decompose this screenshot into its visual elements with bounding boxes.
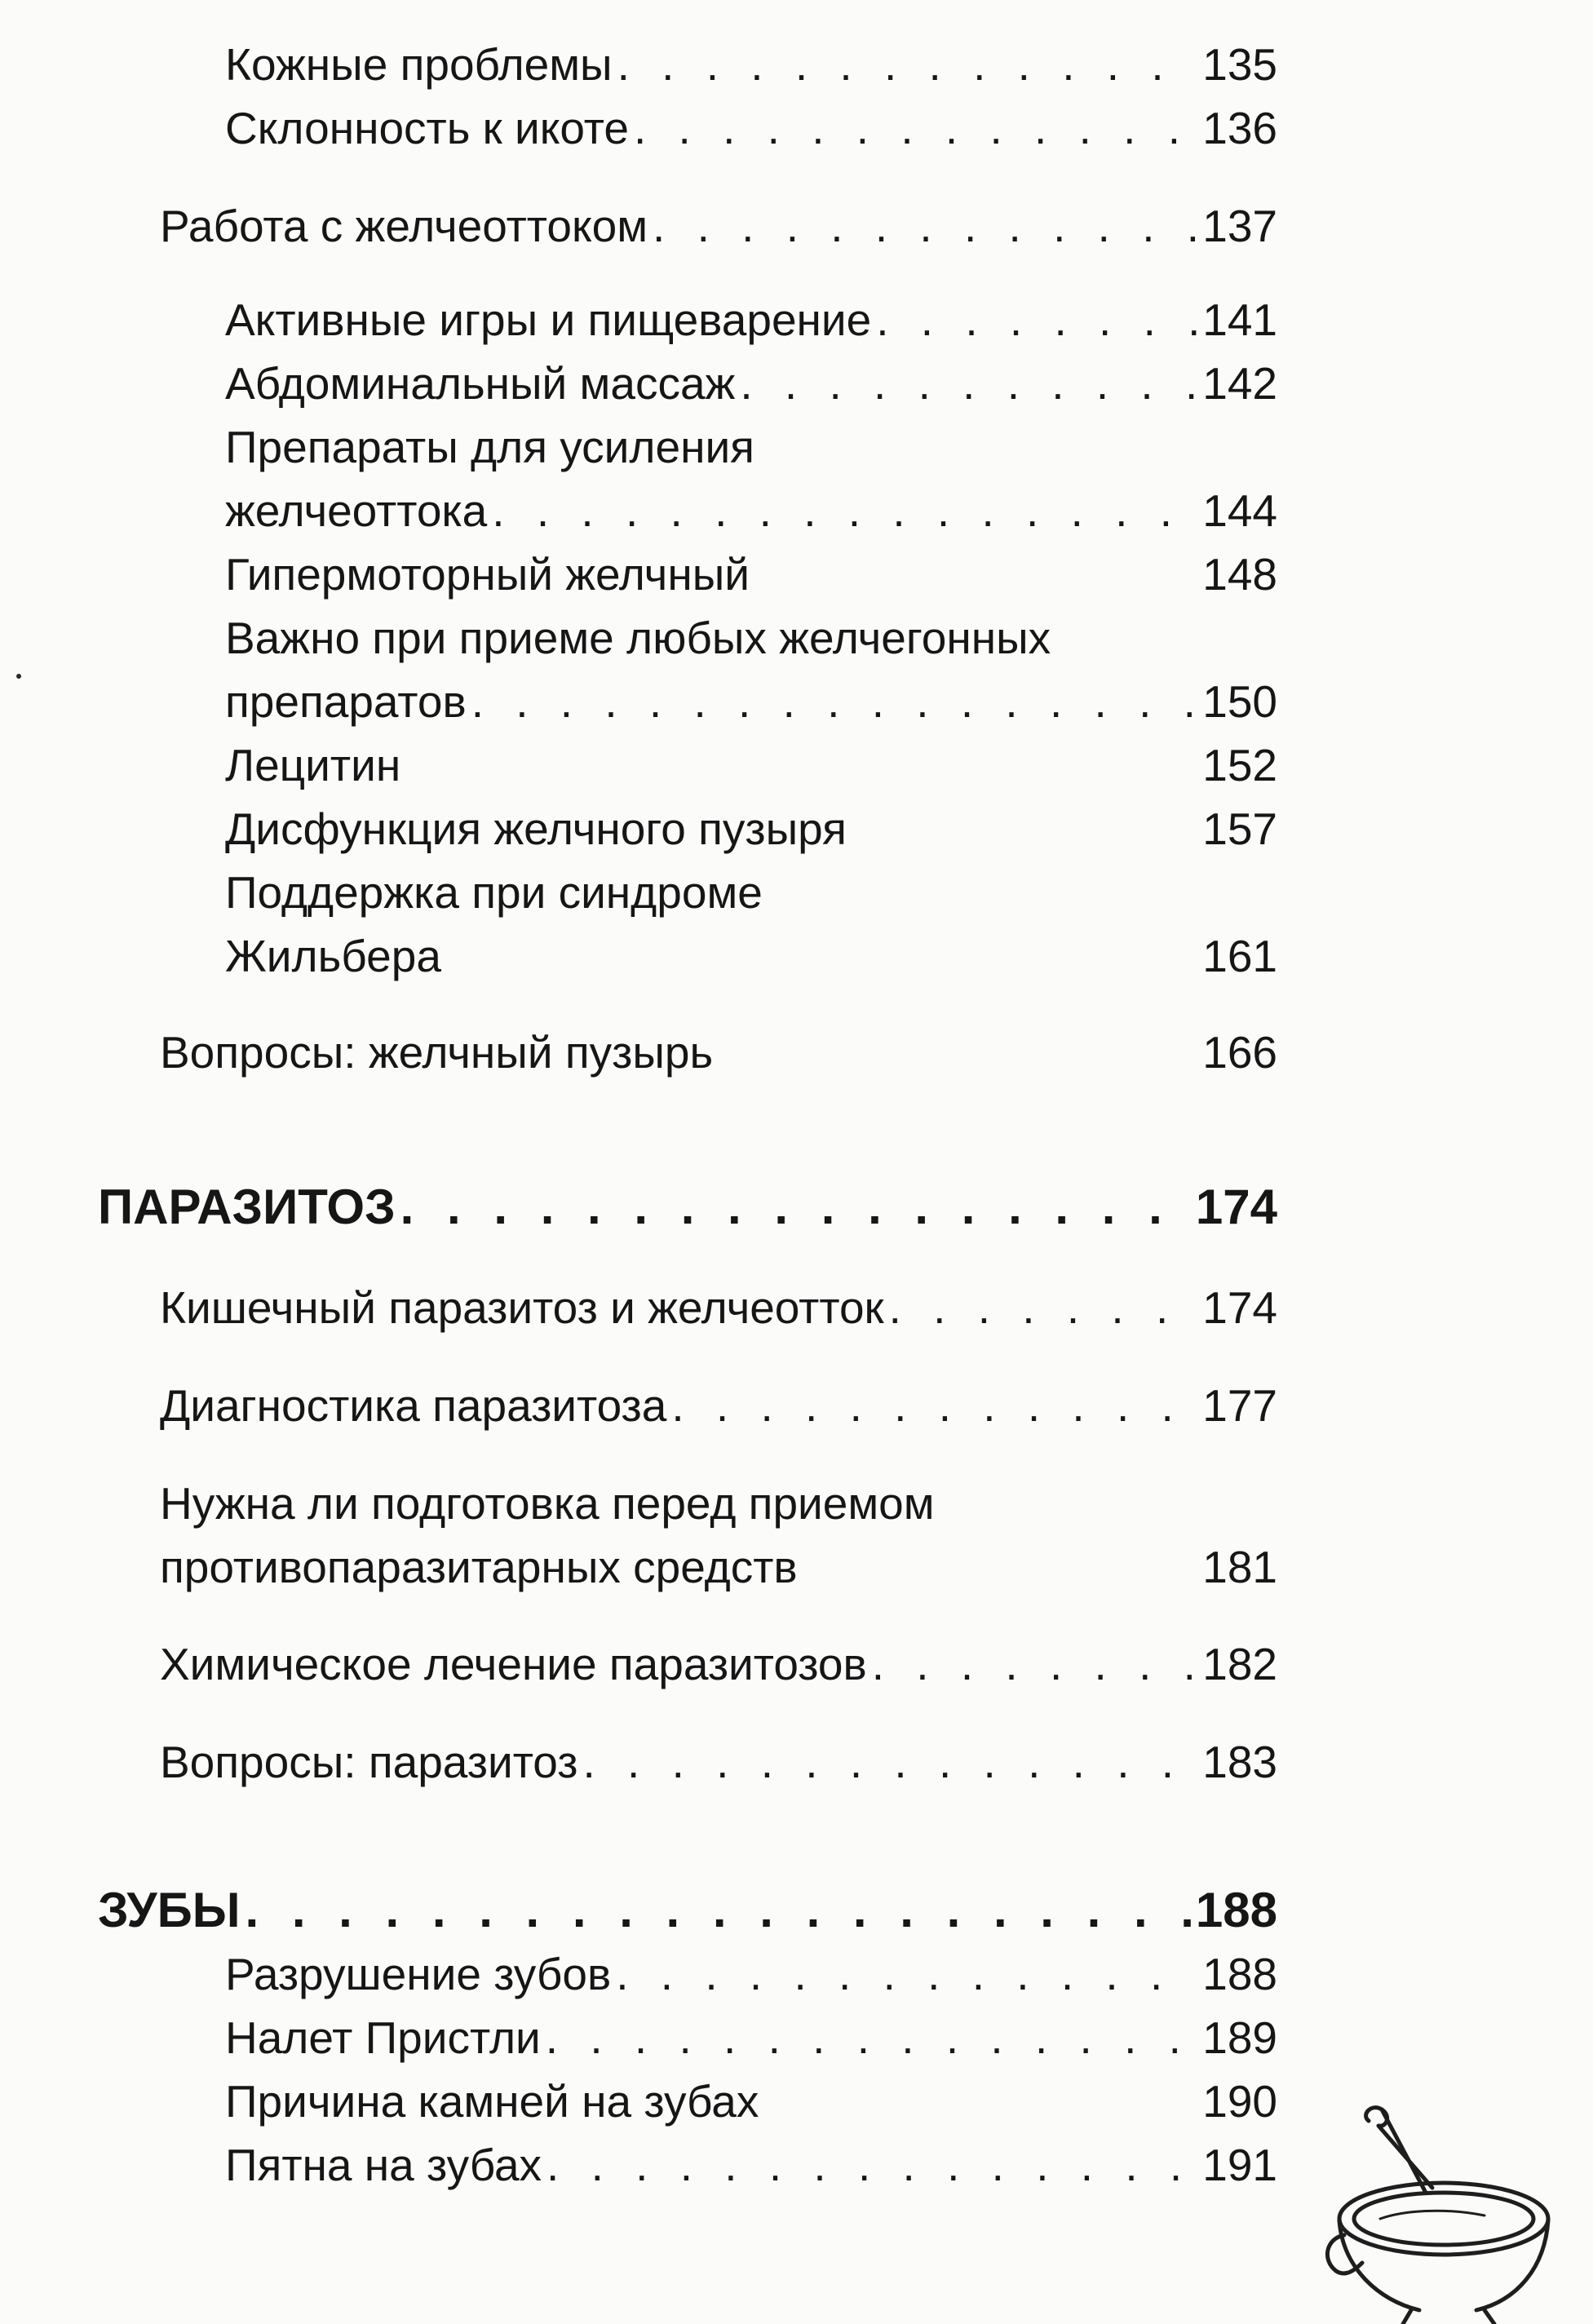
toc-entry-title: Лецитин xyxy=(225,740,401,790)
toc-section-title: ЗУБЫ xyxy=(98,1883,241,1937)
dot-leader xyxy=(492,478,1197,543)
toc-entry-title: Разрушение зубов xyxy=(225,1949,612,1999)
toc-entry-title: Дисфункция желчного пузыря xyxy=(225,803,847,854)
toc-entry-title: Жильбера xyxy=(225,931,441,981)
toc-entry[interactable] xyxy=(225,351,1277,416)
toc-entry-title: препаратов xyxy=(225,676,467,727)
toc-entry[interactable] xyxy=(160,1020,1277,1085)
toc-entry[interactable] xyxy=(225,542,1277,607)
toc-entry[interactable] xyxy=(225,95,1277,161)
toc-entry-page: 188 xyxy=(1202,1949,1277,1999)
toc-entry[interactable] xyxy=(225,2069,1277,2134)
toc-entry-title: Вопросы: желчный пузырь xyxy=(160,1027,714,1078)
dot-leader xyxy=(616,1941,1197,2007)
toc-entry-page: 181 xyxy=(1202,1542,1277,1592)
toc-entry[interactable] xyxy=(160,1373,1277,1438)
toc-entry-page: 142 xyxy=(1202,358,1277,409)
toc-entry-page: 152 xyxy=(1202,740,1277,790)
toc-entry-title-line1: Препараты для усиления xyxy=(225,422,754,472)
toc-entry-title: противопаразитарных средств xyxy=(160,1542,798,1592)
dot-leader xyxy=(246,1878,1191,1943)
toc-entry-title: Работа с желчеоттоком xyxy=(160,201,648,251)
toc-section-page: 174 xyxy=(1195,1180,1277,1234)
toc-entry[interactable] xyxy=(225,923,1277,989)
toc-entry[interactable] xyxy=(225,2132,1277,2198)
toc-entry[interactable] xyxy=(225,733,1277,798)
toc-entry[interactable] xyxy=(160,193,1277,259)
toc-entry-page: 137 xyxy=(1202,201,1277,251)
print-speck xyxy=(16,674,21,679)
dot-leader xyxy=(889,1275,1198,1340)
toc-entry[interactable] xyxy=(225,669,1277,734)
toc-entry-page: 183 xyxy=(1202,1737,1277,1787)
dot-leader xyxy=(546,2005,1197,2070)
toc-entry[interactable] xyxy=(160,1534,1277,1600)
toc-entry-title-line1: Важно при приеме любых желчегонных xyxy=(225,613,1051,663)
toc-section-title: ПАРАЗИТОЗ xyxy=(98,1180,396,1234)
dot-leader xyxy=(671,1373,1197,1438)
dot-leader xyxy=(617,32,1198,97)
toc-entry-page: 166 xyxy=(1202,1027,1277,1078)
toc-section[interactable] xyxy=(98,1175,1277,1240)
toc-entry-title-line1: Поддержка при синдроме xyxy=(225,867,763,918)
toc-entry[interactable] xyxy=(160,1631,1277,1697)
toc-entry[interactable] xyxy=(160,1275,1277,1340)
toc-entry-page: 144 xyxy=(1202,485,1277,536)
toc-entry-title: Вопросы: паразитоз xyxy=(160,1737,578,1787)
toc-section-page: 188 xyxy=(1195,1883,1277,1937)
toc-entry-title: Диагностика паразитоза xyxy=(160,1380,667,1431)
mortar-pestle-icon xyxy=(1321,2096,1593,2324)
toc-entry-page: 148 xyxy=(1202,549,1277,600)
toc-entry[interactable] xyxy=(160,1729,1277,1795)
toc-entry-title: Активные игры и пищеварение xyxy=(225,294,872,345)
toc-entry-page: 191 xyxy=(1202,2140,1277,2190)
toc-entry-title: Химическое лечение паразитозов xyxy=(160,1639,867,1689)
toc-entry-title: Пятна на зубах xyxy=(225,2140,542,2190)
toc-entry-page: 177 xyxy=(1202,1380,1277,1431)
toc-entry-page: 189 xyxy=(1202,2012,1277,2063)
toc-entry-page: 190 xyxy=(1202,2076,1277,2127)
dot-leader xyxy=(634,95,1197,161)
toc-entry-page: 135 xyxy=(1202,39,1277,90)
toc-entry-page: 182 xyxy=(1202,1639,1277,1689)
toc-entry-page: 150 xyxy=(1202,676,1277,727)
toc-entry-title: Кожные проблемы xyxy=(225,39,613,90)
toc-entry-title: желчеоттока xyxy=(225,485,488,536)
toc-entry-page: 174 xyxy=(1202,1282,1277,1333)
toc-entry-title: Гипермоторный желчный xyxy=(225,549,750,600)
dot-leader xyxy=(872,1631,1198,1697)
toc-section[interactable] xyxy=(98,1878,1277,1943)
toc-entry-title: Склонность к икоте xyxy=(225,103,629,153)
toc-entry-page: 136 xyxy=(1202,103,1277,153)
toc-entry-title: Кишечный паразитоз и желчеотток xyxy=(160,1282,884,1333)
dot-leader xyxy=(876,287,1197,352)
toc-entry[interactable] xyxy=(225,32,1277,97)
toc-entry-title: Причина камней на зубах xyxy=(225,2076,759,2127)
toc-entry[interactable] xyxy=(225,2005,1277,2070)
dot-leader xyxy=(740,351,1197,416)
dot-leader xyxy=(546,2132,1197,2198)
toc-entry-title: Абдоминальный массаж xyxy=(225,358,736,409)
dot-leader xyxy=(400,1175,1191,1240)
toc-entry-page: 161 xyxy=(1202,931,1277,981)
toc-entry-title: Налет Пристли xyxy=(225,2012,541,2063)
dot-leader xyxy=(653,193,1197,259)
toc-entry-page: 141 xyxy=(1202,294,1277,345)
toc-entry[interactable] xyxy=(225,796,1277,861)
dot-leader xyxy=(471,669,1198,734)
toc-entry[interactable] xyxy=(225,287,1277,352)
toc-entry-page: 157 xyxy=(1202,803,1277,854)
toc-entry-title-line1: Нужна ли подготовка перед приемом xyxy=(160,1478,935,1529)
toc-entry[interactable] xyxy=(225,478,1277,543)
toc-entry[interactable] xyxy=(225,1941,1277,2007)
dot-leader xyxy=(582,1729,1197,1795)
